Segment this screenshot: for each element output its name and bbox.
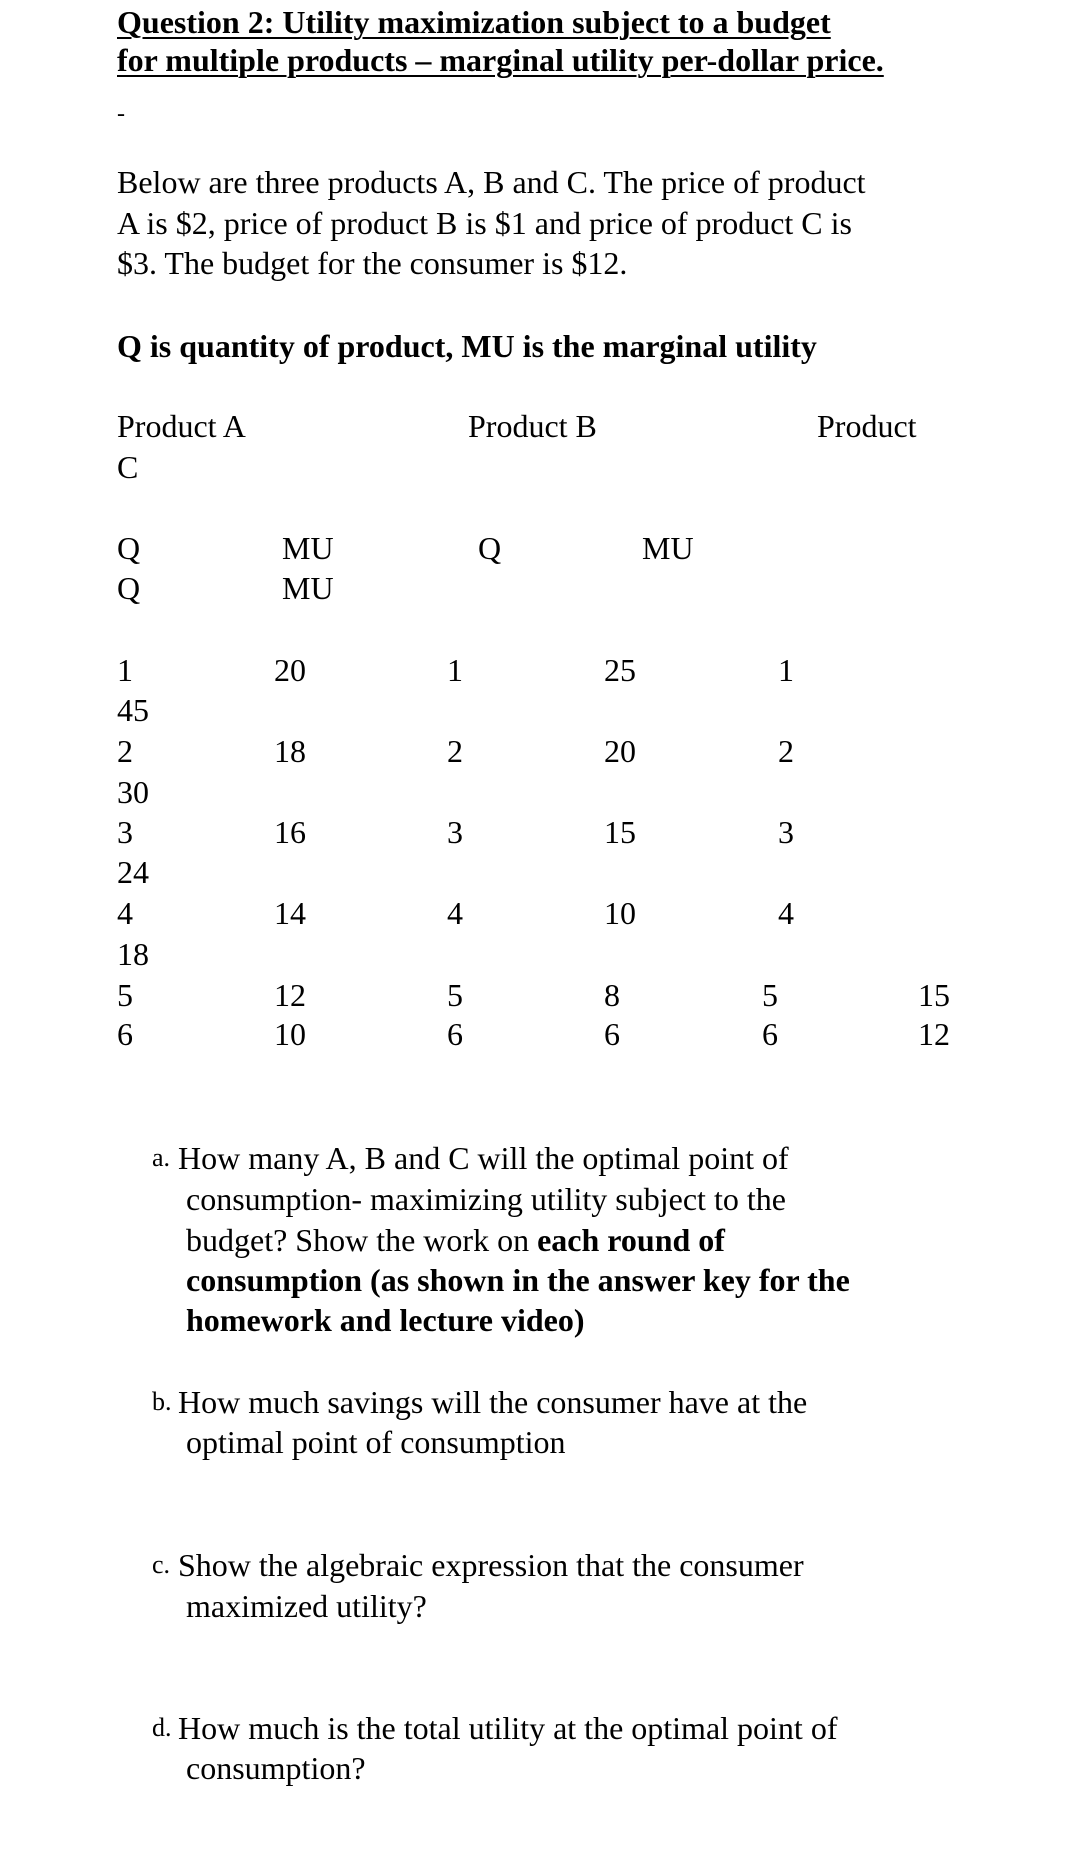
question-a-line3 [186, 1220, 725, 1260]
definition-text: Q is quantity of product, MU is the marginal utility [117, 328, 817, 364]
question-a-line2: consumption- maximizing utility subject to the [186, 1181, 786, 1217]
a-q-3: 3 [117, 814, 133, 850]
c-mu-1: 45 [117, 692, 149, 728]
question-a-line5: homework and lecture video) [186, 1302, 585, 1338]
intro-line-1: Below are three products A, B and C. The price of product [117, 164, 866, 200]
b-mu-header: MU [642, 530, 694, 566]
a-q-4: 4 [117, 895, 133, 931]
question-a-label: a. [152, 1143, 171, 1172]
b-q-header: Q [478, 530, 502, 566]
a-mu-1: 20 [274, 652, 306, 688]
question-d-line2: consumption? [186, 1750, 366, 1786]
question-c-label: c. [152, 1550, 171, 1579]
b-q-1: 1 [447, 652, 463, 688]
b-q-5: 5 [447, 977, 463, 1013]
question-d-line1: How much is the total utility at the optimal point of [178, 1710, 838, 1746]
a-q-5: 5 [117, 977, 133, 1013]
c-mu-5: 15 [918, 977, 950, 1013]
question-title-line2: for multiple products – marginal utility per-dollar price. [117, 42, 884, 78]
question-b-line1: How much savings will the consumer have at the [178, 1384, 808, 1420]
b-mu-2: 20 [604, 733, 636, 769]
a-q-2: 2 [117, 733, 133, 769]
b-mu-1: 25 [604, 652, 636, 688]
c-q-5: 5 [762, 977, 778, 1013]
c-mu-2: 30 [117, 774, 149, 810]
intro-line-3: $3. The budget for the consumer is $12. [117, 245, 628, 281]
a-q-1: 1 [117, 652, 133, 688]
question-title-line1: Question 2: Utility maximization subject to a budget [117, 4, 831, 40]
c-q-4: 4 [778, 895, 794, 931]
question-a-line4: consumption (as shown in the answer key for the [186, 1262, 850, 1298]
c-mu-header: MU [282, 570, 334, 606]
b-mu-5: 8 [604, 977, 620, 1013]
question-c-line2: maximized utility? [186, 1588, 427, 1624]
b-mu-3: 15 [604, 814, 636, 850]
b-mu-6: 6 [604, 1016, 620, 1052]
b-q-3: 3 [447, 814, 463, 850]
product-a-header: Product A [117, 408, 246, 444]
a-q-header: Q [117, 530, 141, 566]
question-b-line2: optimal point of consumption [186, 1424, 566, 1460]
c-q-3: 3 [778, 814, 794, 850]
question-a-line3-normal: budget? Show the work on [186, 1222, 538, 1258]
c-q-2: 2 [778, 733, 794, 769]
question-a-line3-bold: each round of [537, 1222, 725, 1258]
a-mu-2: 18 [274, 733, 306, 769]
question-c-line1: Show the algebraic expression that the consumer [178, 1547, 804, 1583]
b-q-2: 2 [447, 733, 463, 769]
a-mu-5: 12 [274, 977, 306, 1013]
a-mu-4: 14 [274, 895, 306, 931]
question-b-label: b. [152, 1387, 172, 1416]
c-q-1: 1 [778, 652, 794, 688]
b-mu-4: 10 [604, 895, 636, 931]
a-q-6: 6 [117, 1016, 133, 1052]
c-q-header: Q [117, 570, 141, 606]
b-q-6: 6 [447, 1016, 463, 1052]
dash-mark: - [117, 101, 125, 127]
c-mu-3: 24 [117, 854, 149, 890]
product-c-header: Product [817, 408, 917, 444]
b-q-4: 4 [447, 895, 463, 931]
product-c-header-wrap: C [117, 449, 139, 485]
c-mu-6: 12 [918, 1016, 950, 1052]
a-mu-6: 10 [274, 1016, 306, 1052]
c-q-6: 6 [762, 1016, 778, 1052]
question-d-label: d. [152, 1713, 172, 1742]
c-mu-4: 18 [117, 936, 149, 972]
a-mu-3: 16 [274, 814, 306, 850]
question-a-line1: How many A, B and C will the optimal point of [178, 1140, 789, 1176]
intro-line-2: A is $2, price of product B is $1 and price of product C is [117, 205, 852, 241]
a-mu-header: MU [282, 530, 334, 566]
product-b-header: Product B [468, 408, 597, 444]
